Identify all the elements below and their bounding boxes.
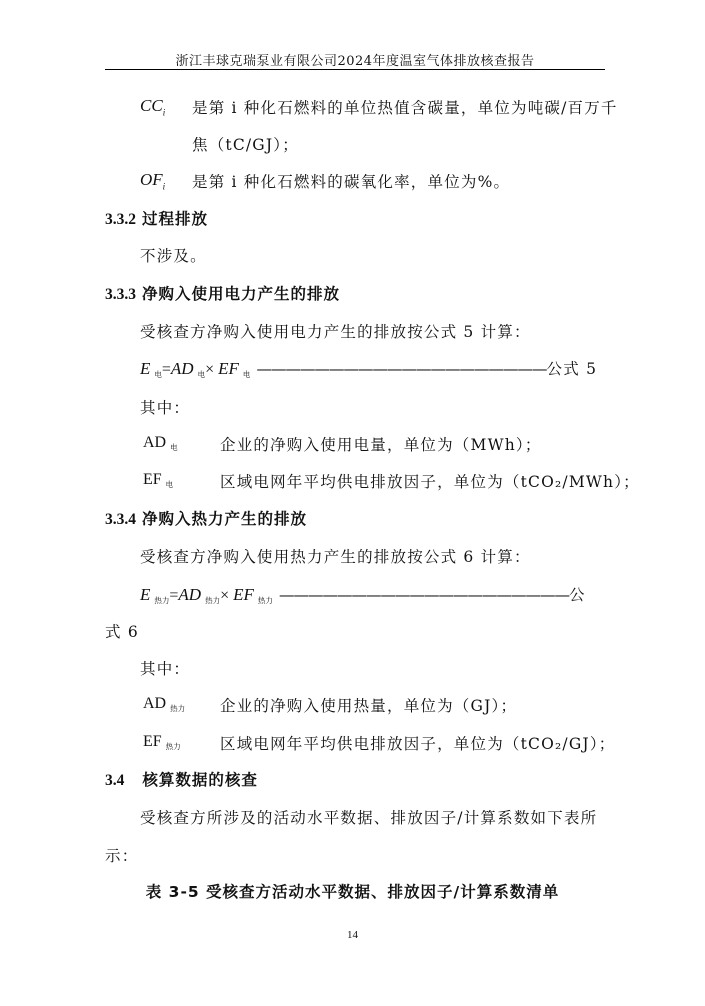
- definition-cc-continuation: 焦（tC/GJ）；: [192, 136, 299, 154]
- term-ad-heat-desc: 企业的净购入使用热量，单位为（GJ）；: [220, 697, 518, 715]
- section-3-3-2-body: 不涉及。: [140, 247, 207, 265]
- formula-6: E热力=AD 热力× EF 热力 ————————————————————公: [140, 585, 586, 605]
- section-3-3-4-intro: 受核查方净购入使用热力产生的排放按公式 6 计算：: [140, 548, 531, 566]
- where-label: 其中：: [140, 399, 191, 417]
- definition-of-text: 是第 i 种化石燃料的碳氧化率，单位为%。: [192, 173, 511, 191]
- page-number: 14: [347, 929, 358, 941]
- section-heading-3-4: 3.4 核算数据的核查: [105, 771, 258, 789]
- section-3-4-body-line2: 示：: [105, 847, 139, 865]
- table-caption: 表 3-5 受核查方活动水平数据、排放因子/计算系数清单: [145, 883, 560, 901]
- section-heading-3-3-2: 3.3.2 过程排放: [105, 210, 209, 228]
- where-label: 其中：: [140, 660, 191, 678]
- formula-label-part1: 公: [569, 586, 586, 604]
- formula-label: 公式 5: [546, 360, 598, 378]
- term-ef-electricity-desc: 区域电网年平均供电排放因子，单位为（tCO₂/MWh）；: [220, 473, 640, 491]
- term-ef-heat-desc: 区域电网年平均供电排放因子，单位为（tCO₂/GJ）；: [220, 735, 616, 753]
- formula-5: E电=AD 电× EF 电 ————————————————————公式 5: [140, 359, 598, 379]
- section-heading-3-3-4: 3.3.4 净购入热力产生的排放: [105, 510, 308, 528]
- term-ad-electricity-desc: 企业的净购入使用电量，单位为（MWh）；: [220, 436, 542, 454]
- formula-dashes: ————————————————————: [279, 586, 570, 604]
- formula-label-part2: 式 6: [105, 623, 139, 641]
- section-3-4-body-line1: 受核查方所涉及的活动水平数据、排放因子/计算系数如下表所: [140, 809, 598, 827]
- symbol-cc: $CC_i$: [140, 96, 166, 118]
- definition-cc-text: 是第 i 种化石燃料的单位热值含碳量，单位为吨碳/百万千: [192, 99, 618, 117]
- term-ef-heat: EF 热力: [143, 733, 181, 751]
- section-3-3-3-intro: 受核查方净购入使用电力产生的排放按公式 5 计算：: [140, 323, 531, 341]
- running-header: 浙江丰球克瑞泵业有限公司2024年度温室气体排放核查报告: [175, 54, 535, 69]
- definition-of: [140, 170, 165, 191]
- section-heading-3-3-3: 3.3.3 净购入使用电力产生的排放: [105, 285, 341, 303]
- definition-cc: [140, 96, 165, 117]
- term-ef-electricity: EF 电: [143, 471, 174, 489]
- term-ad-heat: AD 热力: [143, 695, 186, 713]
- header-rule: [105, 69, 605, 70]
- formula-dashes: ————————————————————: [256, 360, 547, 378]
- symbol-of: $OF_i$: [140, 170, 166, 192]
- term-ad-electricity: AD 电: [143, 434, 178, 452]
